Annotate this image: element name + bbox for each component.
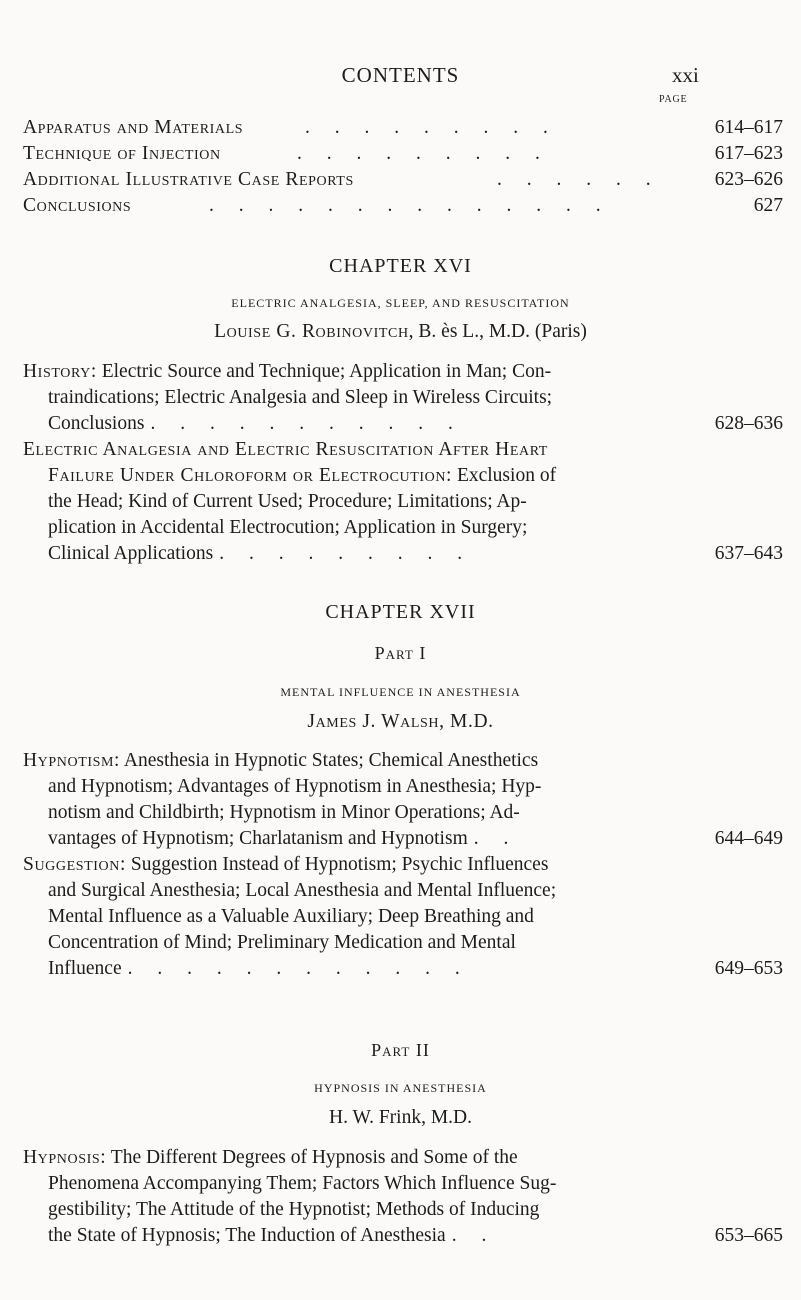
- entry-pages: 644–649: [714, 828, 783, 849]
- toc-entry-hypnotism: [23, 748, 783, 852]
- entry-text: Anesthesia in Hypnotic States; Chemical Anesthetics: [120, 750, 539, 771]
- toc-entry-label: Additional Illustrative Case Reports: [23, 169, 354, 190]
- leader-dots: . .: [451, 1225, 497, 1246]
- entry-text: Phenomena Accompanying Them; Factors Which Influence Sug-: [48, 1173, 557, 1194]
- leader-dots: . . . . . .: [497, 169, 661, 190]
- toc-entry-electric-analgesia: [23, 437, 783, 567]
- entry-text: Conclusions: [48, 413, 145, 434]
- toc-entry-pages: 623–626: [714, 169, 783, 190]
- toc-entry-hypnosis: [23, 1145, 783, 1249]
- part-author: [0, 1107, 801, 1129]
- entry-text: Exclusion of: [452, 465, 557, 486]
- entry-text: plication in Accidental Electrocution; Application in Surgery;: [48, 517, 528, 538]
- entry-text: Mental Influence as a Valuable Auxiliary; Deep Breathing and: [48, 906, 534, 927]
- toc-entry: [23, 169, 783, 195]
- entry-pages: 653–665: [714, 1225, 783, 1246]
- toc-entry-history: [23, 359, 783, 437]
- toc-entry-pages: 627: [753, 195, 783, 216]
- part-heading: Part I: [374, 643, 427, 663]
- running-head: [0, 63, 801, 87]
- chapter-subject: ELECTRIC ANALGESIA, SLEEP, AND RESUSCITATION: [231, 296, 570, 310]
- entry-pages: 637–643: [714, 543, 783, 564]
- chapter-heading: CHAPTER XVII: [325, 601, 476, 623]
- chapter-heading: CHAPTER XVI: [329, 255, 472, 277]
- toc-entry-label: Apparatus and Materials: [23, 117, 244, 138]
- entry-text: traindications; Electric Analgesia and Sleep in Wireless Circuits;: [48, 387, 553, 408]
- author-name: Louise G. Robinovitch: [214, 321, 409, 342]
- toc-entry: [23, 143, 783, 169]
- entry-pages: 628–636: [714, 413, 783, 434]
- entry-text: Suggestion Instead of Hypnotism; Psychic Influences: [125, 854, 549, 875]
- entry-text: and Hypnotism; Advantages of Hypnotism in Anesthesia; Hyp-: [48, 776, 542, 797]
- entry-heading: Hypnosis:: [23, 1147, 107, 1168]
- entry-heading: History:: [23, 361, 97, 382]
- toc-entry-label: Conclusions: [23, 195, 132, 216]
- leader-dots: . . . . . . . . . . . .: [127, 958, 470, 979]
- entry-heading: Suggestion:: [23, 854, 126, 875]
- toc-entry-label: Technique of Injection: [23, 143, 221, 164]
- part-heading: Part II: [371, 1040, 430, 1060]
- entry-heading: Electric Analgesia and Electric Resuscitation After Heart: [23, 439, 548, 460]
- entry-text: the State of Hypnosis; The Induction of Anesthesia: [48, 1225, 446, 1246]
- entry-heading-continued: Failure Under Chloroform or Electrocution:: [48, 465, 453, 486]
- author-name: H. W. Frink: [328, 1107, 422, 1128]
- toc-entry-suggestion: [23, 852, 783, 982]
- toc-entry: [23, 117, 783, 143]
- toc-entry-pages: 617–623: [714, 143, 783, 164]
- page-number: xxi: [672, 63, 699, 87]
- entry-text: Concentration of Mind; Preliminary Medication and Mental: [48, 932, 516, 953]
- leader-dots: . . . . . . . . .: [297, 143, 550, 164]
- entry-text: Electric Source and Technique; Application in Man; Con-: [96, 361, 552, 382]
- toc-entry-pages: 614–617: [714, 117, 783, 138]
- part-subject: MENTAL INFLUENCE IN ANESTHESIA: [280, 685, 521, 699]
- toc-entry: [23, 195, 783, 221]
- chapter-author: [0, 321, 801, 343]
- entry-text: the Head; Kind of Current Used; Procedure; Limitations; Ap-: [48, 491, 527, 512]
- leader-dots: . .: [473, 828, 519, 849]
- entry-heading: Hypnotism:: [23, 750, 121, 771]
- leader-dots: . . . . . . . . .: [219, 543, 473, 564]
- author-credentials: , B. ès L., M.D. (Paris): [408, 321, 587, 342]
- page-column-label: PAGE: [659, 94, 688, 105]
- entry-pages: 649–653: [714, 958, 783, 979]
- leader-dots: . . . . . . . . .: [305, 117, 558, 138]
- leader-dots: . . . . . . . . . . . . . .: [209, 195, 611, 216]
- entry-text: Influence: [48, 958, 122, 979]
- leader-dots: . . . . . . . . . . .: [150, 413, 463, 434]
- entry-text: vantages of Hypnotism; Charlatanism and Hypnotism: [48, 828, 468, 849]
- entry-text: and Surgical Anesthesia; Local Anesthesia and Mental Influence;: [48, 880, 557, 901]
- running-title: CONTENTS: [341, 63, 460, 87]
- entry-text: gestibility; The Attitude of the Hypnotist; Methods of Inducing: [48, 1199, 540, 1220]
- part-author: James J. Walsh, M.D.: [307, 711, 494, 732]
- entry-text: The Different Degrees of Hypnosis and Some of the: [106, 1147, 518, 1168]
- entry-text: notism and Childbirth; Hypnotism in Minor Operations; Ad-: [48, 802, 520, 823]
- author-credentials: , M.D.: [421, 1107, 473, 1128]
- entry-text: Clinical Applications: [48, 543, 214, 564]
- part-subject: HYPNOSIS IN ANESTHESIA: [314, 1081, 487, 1095]
